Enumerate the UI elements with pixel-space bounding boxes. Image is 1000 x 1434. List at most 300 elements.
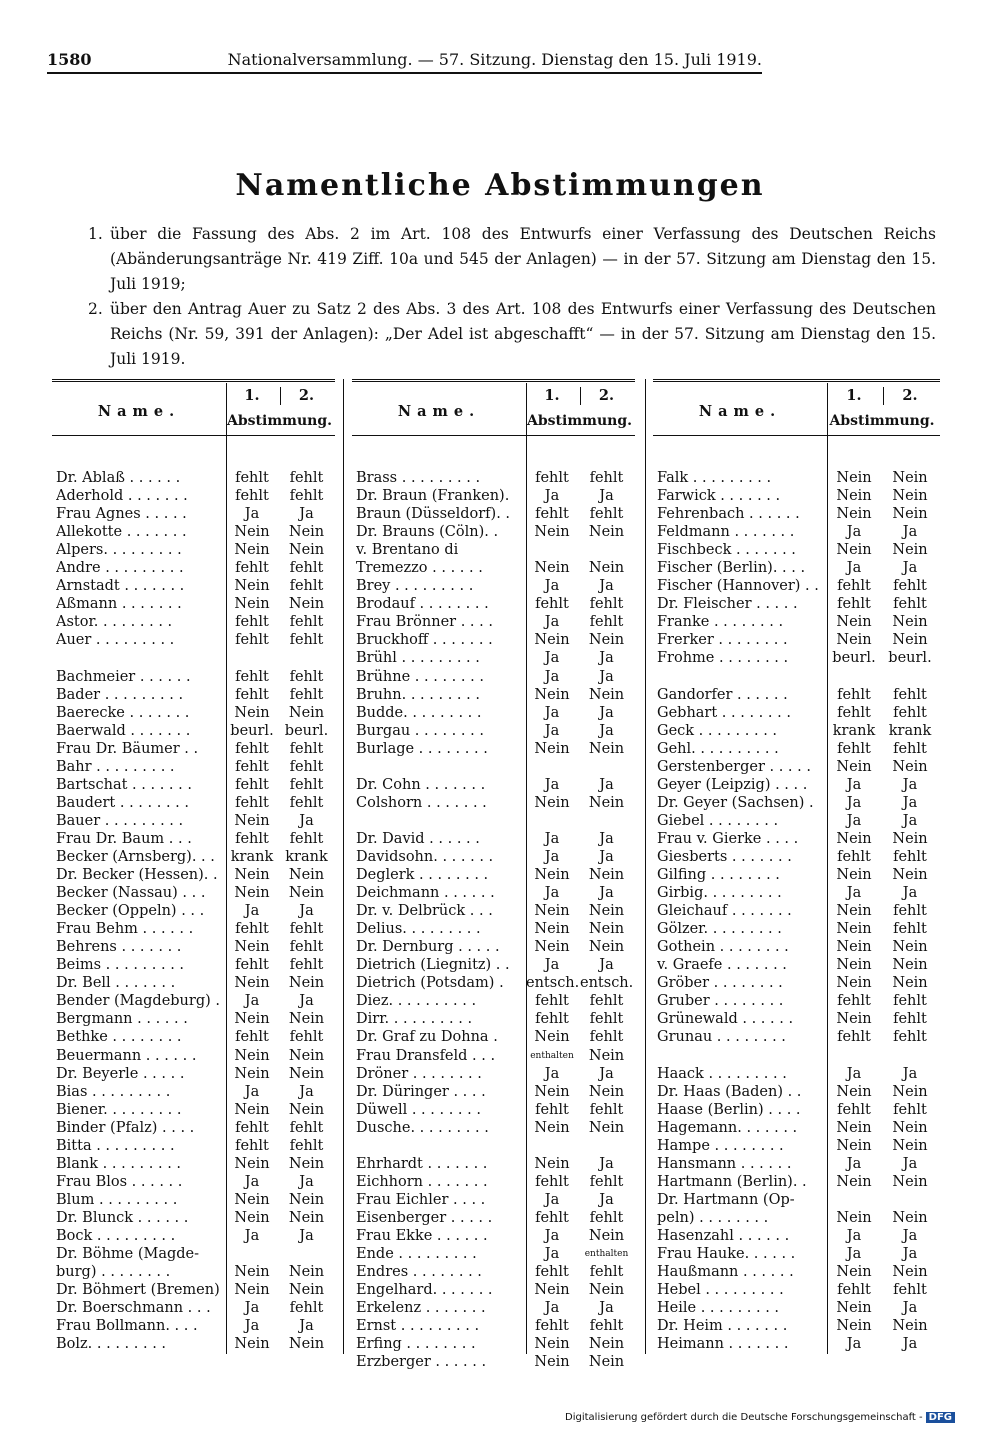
vote2-value: fehlt: [589, 1101, 624, 1118]
table-row: [653, 758, 940, 776]
vote1-value: fehlt: [235, 758, 269, 775]
vote1-value: Nein: [234, 885, 270, 902]
member-name: Brühl . . . . . . . . .: [356, 650, 480, 667]
vote-rows: [653, 469, 940, 1353]
table-row: [52, 1281, 335, 1299]
vote-table-column-1: [52, 379, 335, 1354]
table-header: [653, 383, 940, 436]
vote1-value: Nein: [234, 1065, 270, 1082]
vote2-value: Nein: [588, 524, 625, 541]
table-row: [653, 722, 940, 740]
table-row: [52, 740, 335, 758]
member-name: Gölzer. . . . . . . . .: [657, 921, 782, 938]
table-row: [52, 956, 335, 974]
member-name: Eichhorn . . . . . . .: [356, 1173, 488, 1190]
vote1-value: fehlt: [235, 1137, 269, 1154]
vote2-value: Ja: [299, 903, 314, 920]
vote1-value: Nein: [234, 1011, 270, 1028]
vote2-value: fehlt: [893, 596, 927, 613]
table-row: [352, 668, 635, 686]
vote1-value: Ja: [846, 524, 862, 541]
vote1-value: Nein: [836, 1011, 872, 1028]
vote1-value: Ja: [544, 722, 560, 739]
member-name: Falk . . . . . . . . .: [657, 470, 772, 486]
vote2-value: Ja: [599, 488, 614, 505]
vote2-value: Ja: [902, 1227, 918, 1244]
vote-table-column-2: [352, 379, 635, 1371]
vote1-value: Nein: [534, 921, 570, 938]
table-row: [52, 1101, 335, 1119]
vote1-value: Nein: [836, 867, 872, 884]
vote1-value: entsch.: [526, 975, 580, 992]
table-row: [653, 938, 940, 956]
member-name: Deichmann . . . . . .: [356, 885, 495, 902]
vote1-value: Nein: [234, 1155, 270, 1172]
vote1-value: Ja: [544, 957, 560, 974]
vote1-value: Ja: [244, 1173, 260, 1190]
table-row: [653, 1335, 940, 1353]
vote1-value: Nein: [234, 1191, 270, 1208]
member-name: Frau Ekke . . . . . .: [356, 1227, 488, 1244]
vote1-value: Nein: [836, 614, 872, 631]
vote2-value: Ja: [599, 1300, 614, 1317]
vote2-value: Nein: [288, 596, 325, 613]
vote2-value: fehlt: [589, 470, 624, 486]
vote2-value: Nein: [588, 939, 625, 956]
vote1-value: fehlt: [235, 686, 269, 703]
vote1-value: enthalten: [530, 1050, 574, 1061]
vote2-value: fehlt: [289, 921, 324, 938]
member-name: Dr. Cohn . . . . . . .: [356, 776, 486, 793]
vote2-value: Nein: [288, 1011, 325, 1028]
member-name: Dr. Graf zu Dohna .: [356, 1029, 498, 1046]
table-row: [52, 1227, 335, 1245]
vote1-value: Ja: [846, 1065, 862, 1082]
table-row: [52, 776, 335, 794]
member-name: Binder (Pfalz) . . . .: [56, 1119, 195, 1136]
vote1-value: Nein: [534, 740, 570, 757]
table-row: [653, 1209, 940, 1227]
member-name: Baerwald . . . . . . .: [56, 722, 191, 739]
vote2-value: fehlt: [893, 1101, 927, 1118]
member-name: Hebel . . . . . . . . .: [657, 1282, 784, 1299]
vote2-value: fehlt: [289, 794, 324, 811]
table-top-rule: [653, 379, 940, 382]
table-row: [653, 1137, 940, 1155]
vote2-value: Ja: [599, 885, 614, 902]
vote1-value: fehlt: [837, 578, 871, 595]
table-row: [653, 1299, 940, 1317]
vote1-value: fehlt: [535, 1011, 569, 1028]
footer-text: Digitalisierung gefördert durch die Deutsche Forschungsgemeinschaft -: [565, 1412, 923, 1423]
table-row: [52, 758, 335, 776]
table-row: [352, 1191, 635, 1209]
table-row: [52, 1065, 335, 1083]
member-name: Beuermann . . . . . .: [56, 1047, 197, 1064]
vote2-value: Ja: [902, 776, 918, 793]
vote2-value: fehlt: [589, 1011, 624, 1028]
vote1-value: Nein: [534, 1083, 570, 1100]
vote1-value: Ja: [544, 1227, 560, 1244]
vote1-value: fehlt: [235, 830, 269, 847]
vote2-value: fehlt: [589, 596, 624, 613]
member-name: Gerstenberger . . . . .: [657, 758, 811, 775]
member-name: Diez. . . . . . . . . .: [356, 993, 477, 1010]
vote1-value: Nein: [234, 975, 270, 992]
vote1-value: fehlt: [837, 848, 871, 865]
table-header: [352, 383, 635, 436]
vote1-value: Nein: [836, 1137, 872, 1154]
header-divider: [883, 387, 884, 405]
vote2-value: fehlt: [893, 578, 927, 595]
vote1-value: fehlt: [837, 993, 871, 1010]
table-row: [352, 830, 635, 848]
vote2-value: fehlt: [289, 614, 324, 631]
vote1-value: krank: [230, 848, 274, 865]
member-name: Budde. . . . . . . . .: [356, 704, 482, 721]
table-top-rule: [52, 379, 335, 382]
vote1-value: Nein: [836, 1264, 872, 1281]
table-row: [352, 1137, 635, 1155]
vote-rows: [52, 469, 335, 1353]
table-row: [352, 1245, 635, 1263]
member-name: Grünewald . . . . . .: [657, 1011, 794, 1028]
vote1-value: Ja: [544, 1246, 560, 1263]
vote1-value: Ja: [544, 704, 560, 721]
member-name: Bolz. . . . . . . . .: [56, 1336, 167, 1353]
table-separator: [343, 379, 344, 1354]
vote2-value: Nein: [892, 506, 928, 523]
vote2-value: Ja: [599, 722, 614, 739]
member-name: Bias . . . . . . . . .: [56, 1083, 171, 1100]
vote1-value: fehlt: [837, 704, 871, 721]
member-name: Bruhn. . . . . . . . .: [356, 686, 480, 703]
member-name: Dr. Ablaß . . . . . .: [56, 470, 181, 486]
table-row: [352, 1101, 635, 1119]
table-row: [653, 631, 940, 649]
table-row: [52, 1155, 335, 1173]
vote2-value: fehlt: [289, 939, 324, 956]
vote2-value: Ja: [299, 506, 314, 523]
vote2-value: Nein: [892, 867, 928, 884]
vote1-value: Nein: [234, 939, 270, 956]
member-name: Becker (Nassau) . . .: [56, 885, 206, 902]
vote2-value: fehlt: [893, 704, 927, 721]
member-name: Brühne . . . . . . . .: [356, 668, 484, 685]
vote2-value: Ja: [599, 848, 614, 865]
vote1-value: Ja: [846, 1246, 862, 1263]
vote-description-list: [88, 222, 936, 372]
vote2-value: Nein: [588, 740, 625, 757]
vote2-value: Nein: [288, 1282, 325, 1299]
vote2-value: Ja: [599, 830, 614, 847]
vote2-value: Nein: [588, 1119, 625, 1136]
member-name: Beims . . . . . . . . .: [56, 957, 185, 974]
table-row: [352, 541, 635, 559]
table-row: [52, 505, 335, 523]
vote1-value: Ja: [544, 650, 560, 667]
vote1-value: Nein: [534, 903, 570, 920]
vote2-value: Ja: [902, 524, 918, 541]
vote2-value: Nein: [588, 1047, 625, 1064]
member-name: Ehrhardt . . . . . . .: [356, 1155, 488, 1172]
vote2-value: fehlt: [289, 758, 324, 775]
table-row: [52, 631, 335, 649]
table-row: [653, 866, 940, 884]
member-name: Ende . . . . . . . . .: [356, 1246, 477, 1263]
table-row: [352, 1155, 635, 1173]
vote1-value: Nein: [534, 1029, 570, 1046]
vote2-value: Nein: [588, 794, 625, 811]
member-name: Frau Eichler . . . .: [356, 1191, 486, 1208]
member-name: Gebhart . . . . . . . .: [657, 704, 791, 721]
table-row: [653, 686, 940, 704]
vote2-value: Ja: [599, 776, 614, 793]
member-name: v. Brentano di: [356, 542, 459, 559]
member-name: Erkelenz . . . . . . .: [356, 1300, 486, 1317]
member-name: Dr. Beyerle . . . . .: [56, 1065, 185, 1082]
vote1-value: Ja: [544, 776, 560, 793]
member-name: peln) . . . . . . . .: [657, 1209, 769, 1226]
table-row: [352, 649, 635, 667]
table-row: [352, 740, 635, 758]
vote2-value: Nein: [288, 975, 325, 992]
vote2-value: fehlt: [289, 488, 324, 505]
member-name: Haack . . . . . . . . .: [657, 1065, 787, 1082]
vote1-value: Nein: [234, 1101, 270, 1118]
member-name: Haußmann . . . . . .: [657, 1264, 794, 1281]
vote1-value: Ja: [244, 993, 260, 1010]
vote2-value: Ja: [902, 1300, 918, 1317]
table-row: [653, 884, 940, 902]
table-row: [653, 794, 940, 812]
vote1-value: Nein: [836, 939, 872, 956]
member-name: Brass . . . . . . . . .: [356, 470, 481, 486]
vote1-value: Ja: [544, 830, 560, 847]
vote1-value: fehlt: [235, 470, 269, 486]
vote1-value: Ja: [544, 848, 560, 865]
vote2-value: fehlt: [589, 1209, 624, 1226]
member-name: Bender (Magdeburg) .: [56, 993, 220, 1010]
vote1-value: Ja: [244, 1227, 260, 1244]
member-name: Dirr. . . . . . . . . .: [356, 1011, 473, 1028]
member-name: Frau Dr. Bäumer . .: [56, 740, 199, 757]
member-name: Bethke . . . . . . . .: [56, 1029, 182, 1046]
member-name: Biener. . . . . . . . .: [56, 1101, 182, 1118]
table-row: [352, 920, 635, 938]
vote2-value: entsch.: [580, 975, 634, 992]
vote1-value: Ja: [846, 1155, 862, 1172]
item-number: 1.: [88, 225, 103, 243]
vote2-value: Nein: [288, 704, 325, 721]
member-name: Davidsohn. . . . . . .: [356, 848, 494, 865]
vote1-value: Nein: [534, 939, 570, 956]
vote2-value: Nein: [288, 1264, 325, 1281]
table-row: [52, 812, 335, 830]
table-row: [352, 1209, 635, 1227]
vote2-value: fehlt: [289, 1300, 324, 1317]
member-name: Deglerk . . . . . . . .: [356, 867, 489, 884]
member-name: Becker (Oppeln) . . .: [56, 903, 205, 920]
vote1-value: Ja: [846, 776, 862, 793]
vote2-value: Ja: [599, 957, 614, 974]
table-row: [352, 1227, 635, 1245]
vote1-value: fehlt: [235, 776, 269, 793]
table-row: [52, 1299, 335, 1317]
table-row: [653, 649, 940, 667]
vote2-value: fehlt: [289, 740, 324, 757]
member-name: Dr. Heim . . . . . . .: [657, 1318, 788, 1335]
footer: [565, 1412, 955, 1423]
member-name: Arnstadt . . . . . . .: [56, 578, 185, 595]
vote2-header: 2.: [598, 387, 615, 404]
vote2-value: Nein: [892, 830, 928, 847]
member-name: Frohme . . . . . . . .: [657, 650, 789, 667]
vote2-value: Ja: [599, 650, 614, 667]
vote1-value: fehlt: [235, 1119, 269, 1136]
vote2-value: fehlt: [289, 1029, 324, 1046]
member-name: Hampe . . . . . . . .: [657, 1137, 784, 1154]
member-name: Dröner . . . . . . . .: [356, 1065, 482, 1082]
table-row: [653, 469, 940, 487]
member-name: Dietrich (Potsdam) .: [356, 975, 504, 992]
member-name: Gröber . . . . . . . .: [657, 975, 783, 992]
table-row: [52, 794, 335, 812]
table-row: [653, 1245, 940, 1263]
vote2-value: fehlt: [893, 1011, 927, 1028]
vote1-value: Nein: [234, 596, 270, 613]
member-name: Fehrenbach . . . . . .: [657, 506, 800, 523]
vote1-value: Nein: [836, 1083, 872, 1100]
vote1-value: Nein: [234, 1047, 270, 1064]
member-name: Dr. Dernburg . . . . .: [356, 939, 500, 956]
vote1-value: Ja: [244, 903, 260, 920]
vote2-value: fehlt: [893, 993, 927, 1010]
member-name: Frau v. Gierke . . . .: [657, 830, 799, 847]
table-row: [653, 1101, 940, 1119]
member-name: Girbig. . . . . . . . .: [657, 885, 782, 902]
vote2-value: Nein: [892, 1119, 928, 1136]
table-row: [352, 505, 635, 523]
vote2-value: Nein: [892, 1264, 928, 1281]
vote2-value: Ja: [599, 704, 614, 721]
member-name: Baerecke . . . . . . .: [56, 704, 190, 721]
member-name: Franke . . . . . . . .: [657, 614, 784, 631]
member-name: Hansmann . . . . . .: [657, 1155, 792, 1172]
table-row: [52, 848, 335, 866]
member-name: Dr. David . . . . . .: [356, 830, 480, 847]
vote2-value: beurl.: [888, 650, 932, 667]
vote2-value: Nein: [288, 542, 325, 559]
vote2-value: fehlt: [289, 686, 324, 703]
table-row: [653, 704, 940, 722]
member-name: Frau Dr. Baum . . .: [56, 830, 192, 847]
member-name: Erzberger . . . . . .: [356, 1354, 487, 1371]
table-row: [653, 740, 940, 758]
vote2-value: Nein: [288, 1101, 325, 1118]
item-text: über die Fassung des Abs. 2 im Art. 108 des Entwurfs einer Verfassung des Deutschen Reichs (Abänderungsanträge Nr. 419 Ziff. 10a und 545 der Anlagen) — in der 57. Sitzung am Dienstag den 15. Juli 1919;: [110, 225, 936, 293]
table-row: [352, 848, 635, 866]
vote2-value: fehlt: [893, 921, 927, 938]
table-row: [653, 505, 940, 523]
table-row: [52, 1209, 335, 1227]
table-row: [653, 1083, 940, 1101]
header-divider: [580, 387, 581, 405]
member-name: Bitta . . . . . . . . .: [56, 1137, 175, 1154]
vote2-value: Ja: [902, 1336, 918, 1353]
table-row: [52, 1191, 335, 1209]
member-name: Blum . . . . . . . . .: [56, 1191, 178, 1208]
member-name: Bruckhoff . . . . . . .: [356, 632, 493, 649]
table-row: [653, 595, 940, 613]
vote1-value: fehlt: [535, 470, 569, 486]
item-text: über den Antrag Auer zu Satz 2 des Abs. 3 des Art. 108 des Entwurfs einer Verfassung des Deutschen Reichs (Nr. 59, 391 der Anlagen): „Der Adel ist abgeschafft“ — in der 57. Sitzung am Dienstag den 15. Juli 1919.: [110, 300, 936, 368]
vote2-value: Nein: [892, 632, 928, 649]
table-row: [352, 1047, 635, 1065]
member-name: Heile . . . . . . . . .: [657, 1300, 780, 1317]
member-name: Geck . . . . . . . . .: [657, 722, 778, 739]
table-row: [52, 541, 335, 559]
vote1-value: Nein: [534, 1155, 570, 1172]
vote2-value: Ja: [599, 578, 614, 595]
table-row: [52, 613, 335, 631]
vote1-value: beurl.: [230, 722, 274, 739]
vote2-value: Nein: [892, 1137, 928, 1154]
vote1-value: Nein: [836, 975, 872, 992]
vote1-value: fehlt: [837, 740, 871, 757]
vote1-value: fehlt: [235, 560, 269, 577]
vote1-value: fehlt: [837, 596, 871, 613]
table-row: [653, 523, 940, 541]
vote1-value: Nein: [234, 812, 270, 829]
vote1-value: Nein: [836, 1300, 872, 1317]
vote1-value: Ja: [544, 488, 560, 505]
table-header: [52, 383, 335, 436]
vote1-value: Ja: [544, 578, 560, 595]
vote2-value: Nein: [588, 1354, 625, 1371]
member-name: Frerker . . . . . . . .: [657, 632, 788, 649]
vote2-value: Nein: [288, 1336, 325, 1353]
vote2-value: fehlt: [289, 578, 324, 595]
member-name: Fischbeck . . . . . . .: [657, 542, 796, 559]
table-row: [653, 1155, 940, 1173]
member-name: Dr. Boerschmann . . .: [56, 1300, 211, 1317]
member-name: Heimann . . . . . . .: [657, 1336, 789, 1353]
vote2-value: Nein: [588, 1336, 625, 1353]
vote1-value: fehlt: [535, 1209, 569, 1226]
member-name: Burlage . . . . . . . .: [356, 740, 488, 757]
vote1-value: Nein: [534, 794, 570, 811]
member-name: Geyer (Leipzig) . . . .: [657, 776, 808, 793]
member-name: Gleichauf . . . . . . .: [657, 903, 792, 920]
member-name: Bartschat . . . . . . .: [56, 776, 192, 793]
vote2-value: enthalten: [584, 1249, 629, 1260]
vote1-value: krank: [832, 722, 876, 739]
vote1-value: fehlt: [837, 1101, 871, 1118]
table-row: [352, 794, 635, 812]
vote2-value: Ja: [599, 668, 614, 685]
vote1-value: Nein: [234, 1336, 270, 1353]
vote2-value: fehlt: [289, 470, 324, 486]
vote2-value: Ja: [902, 560, 918, 577]
table-row: [653, 902, 940, 920]
vote1-value: Nein: [534, 1282, 570, 1299]
member-name: Grunau . . . . . . . .: [657, 1029, 786, 1046]
table-row: [653, 1227, 940, 1245]
vote1-value: fehlt: [235, 740, 269, 757]
member-name: burg) . . . . . . . .: [56, 1264, 171, 1281]
vote2-value: Nein: [288, 867, 325, 884]
